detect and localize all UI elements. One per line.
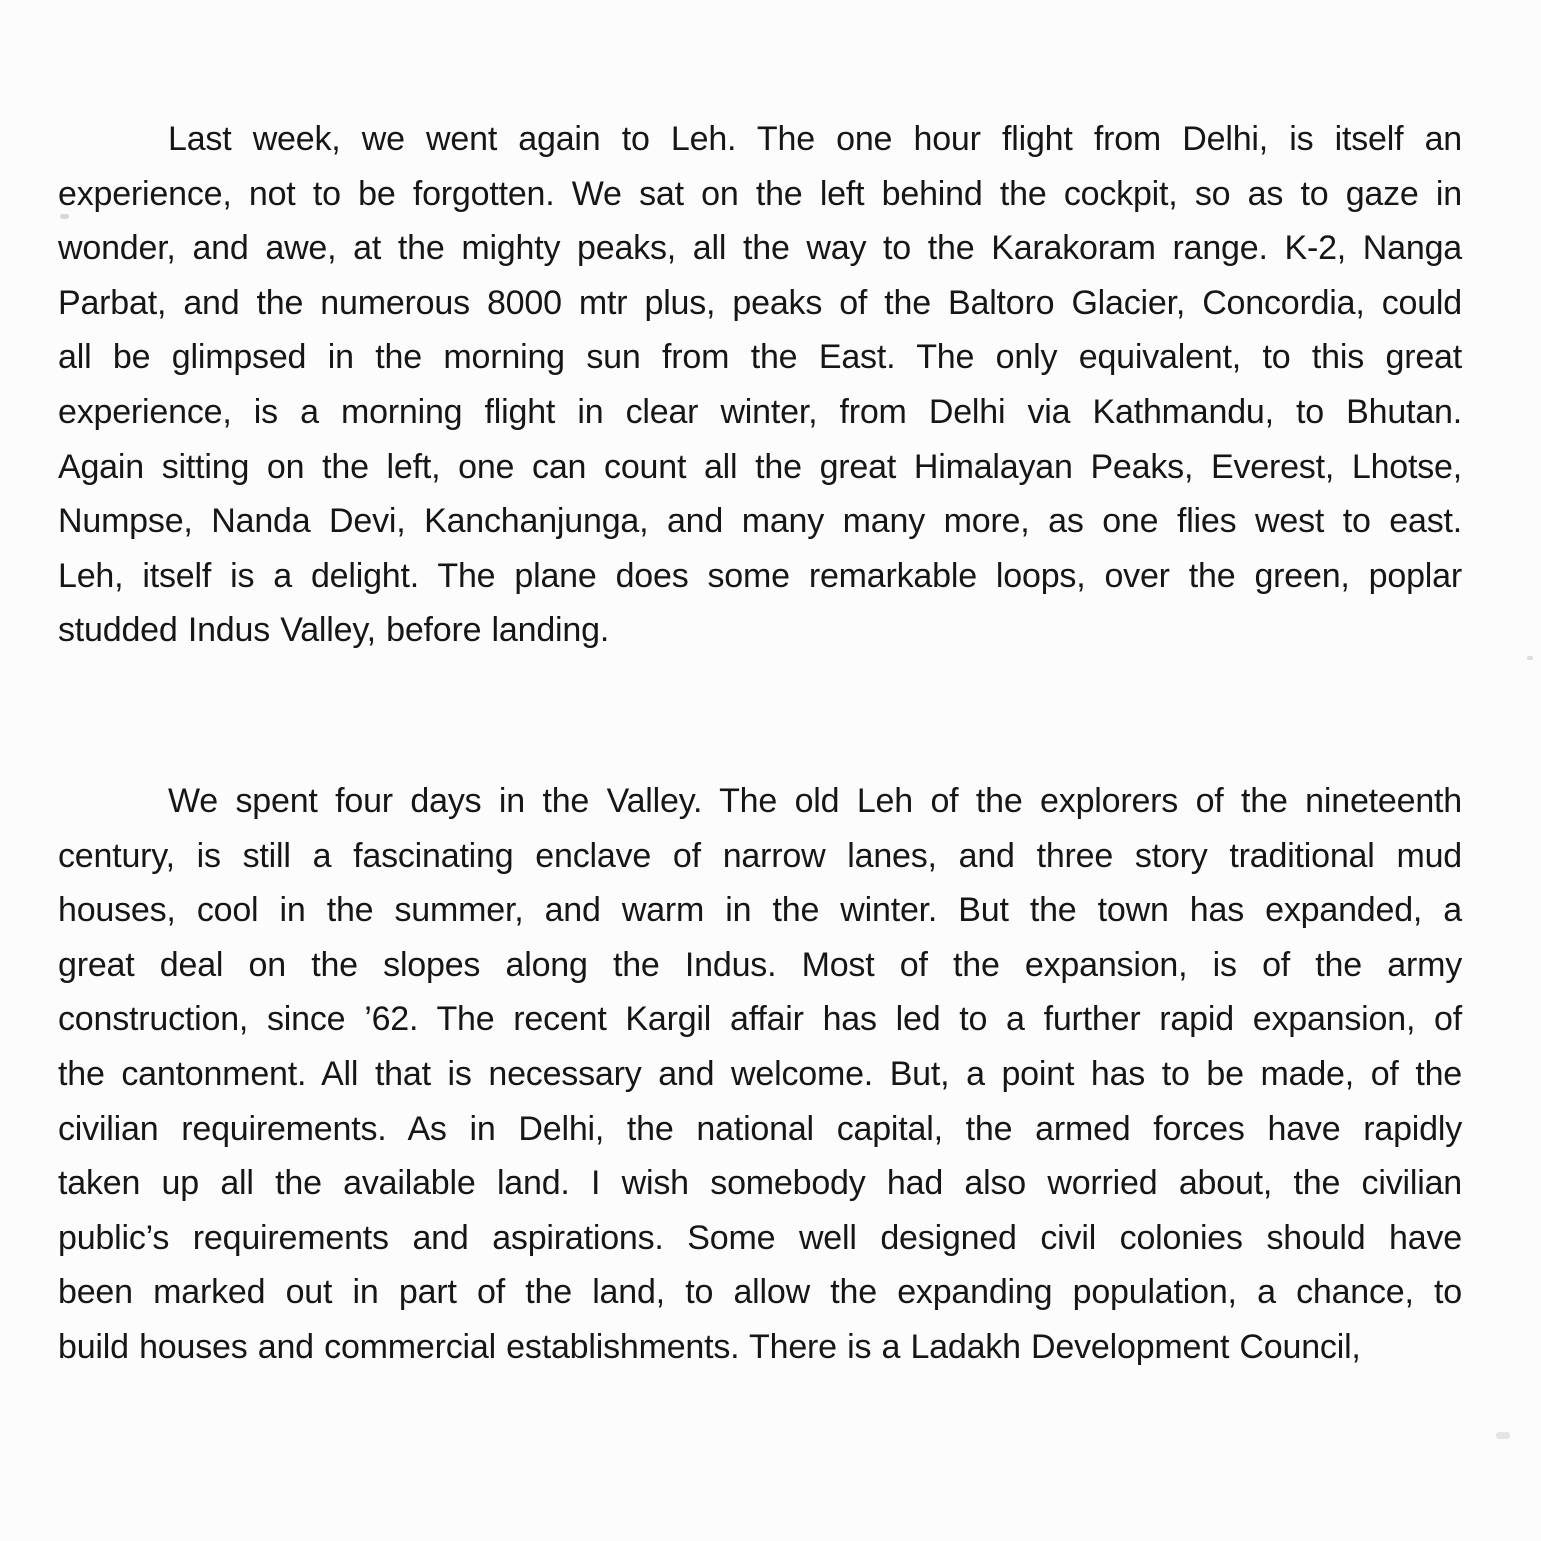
text-line: We spent four days in the Valley. The old Leh of the explorers of the nineteenth: [168, 781, 1462, 820]
text-block: [58, 112, 1462, 1374]
text-line: Last week, we went again to Leh. The one hour flight from Delhi, is itself an: [168, 120, 1462, 158]
text-line: century, is still a fascinating enclave of narrow lanes, and three story traditional mud: [58, 836, 1462, 875]
text-line: Again sitting on the left, one can count all the great Himalayan Peaks, Everest, Lhotse,: [58, 447, 1462, 486]
text-line: wonder, and awe, at the mighty peaks, all the way to the Karakoram range. K-2, Nanga: [58, 229, 1462, 268]
text-line: all be glimpsed in the morning sun from the East. The only equivalent, to this great: [58, 338, 1462, 377]
text-line: studded Indus Valley, before landing.: [58, 611, 610, 650]
scan-speck: [1496, 1432, 1510, 1439]
text-line: experience, is a morning flight in clear winter, from Delhi via Kathmandu, to Bhutan.: [58, 392, 1462, 431]
text-line: the cantonment. All that is necessary and welcome. But, a point has to be made, of the: [58, 1054, 1462, 1093]
scan-speck: [1527, 656, 1533, 660]
text-line: public’s requirements and aspirations. Some well designed civil colonies should have: [58, 1218, 1462, 1257]
text-line: construction, since ’62. The recent Kargil affair has led to a further rapid expansion, of: [58, 1000, 1462, 1039]
text-line: experience, not to be forgotten. We sat on the left behind the cockpit, so as to gaze in: [58, 174, 1462, 213]
text-line: build houses and commercial establishments. There is a Ladakh Development Council,: [58, 1327, 1361, 1366]
scan-speck: [60, 214, 69, 219]
text-line: Leh, itself is a delight. The plane does some remarkable loops, over the green, poplar: [58, 556, 1462, 595]
text-line: Parbat, and the numerous 8000 mtr plus, peaks of the Baltoro Glacier, Concordia, could: [58, 283, 1462, 322]
text-line: taken up all the available land. I wish somebody had also worried about, the civilian: [58, 1164, 1462, 1203]
text-line: houses, cool in the summer, and warm in the winter. But the town has expanded, a: [58, 891, 1462, 930]
text-line: civilian requirements. As in Delhi, the national capital, the armed forces have rapidly: [58, 1109, 1462, 1148]
text-line: Numpse, Nanda Devi, Kanchanjunga, and many many more, as one flies west to east.: [58, 502, 1462, 541]
paragraph-leh-flight: [58, 112, 1462, 658]
text-line: been marked out in part of the land, to allow the expanding population, a chance, to: [58, 1273, 1462, 1312]
text-line: great deal on the slopes along the Indus. Most of the expansion, is of the army: [58, 945, 1462, 984]
paragraph-leh-valley: [58, 774, 1462, 1375]
